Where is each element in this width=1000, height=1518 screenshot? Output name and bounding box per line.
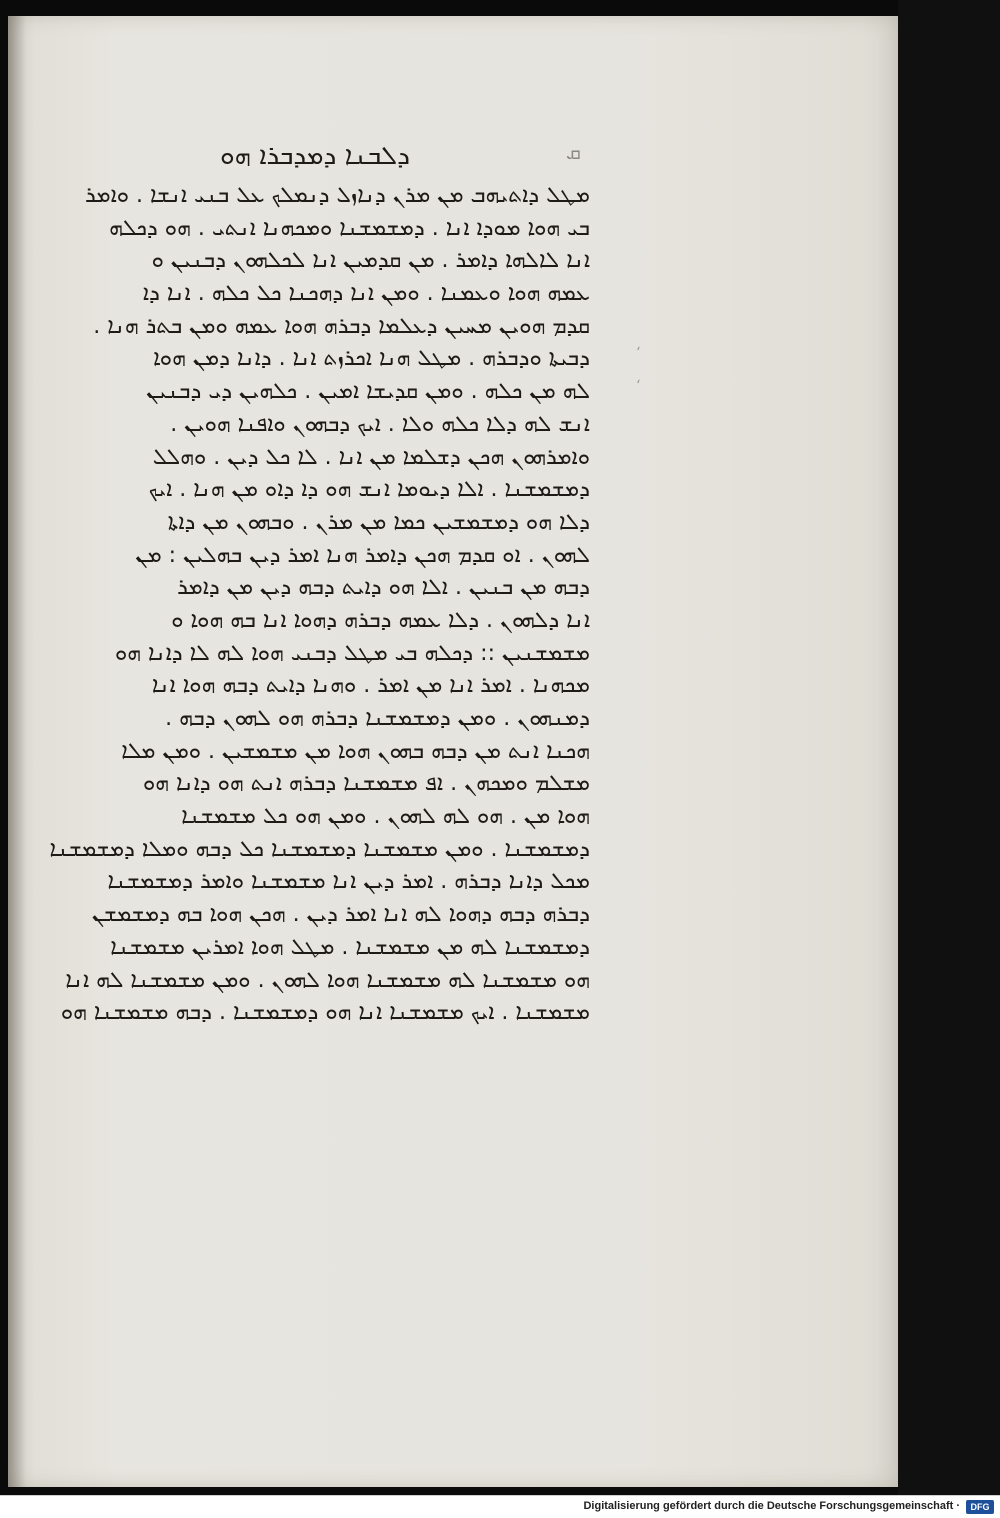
text-line: ܒܝ ܗܘܐ ܡܘܕܐ ܐܢܐ . ܕܡܫܡܫܢܐ ܘܡܟܗܢܐ ܐܢܬܝ . ܗܘ ܕܟܠܗ <box>109 215 590 241</box>
text-line: ܐܢܫ ܠܗ ܕܠܐ ܟܠܗ ܘܠܐ . ܐܝܟ ܕܒܗܘܢ ܘܐܦܢܐ ܗܘܝܢ . <box>170 411 590 437</box>
folio-mark: ܩ <box>566 140 581 164</box>
dark-margin <box>898 0 1000 1495</box>
text-line: ܕܒܗ ܡܢ ܒܢܝܢ . ܐܠܐ ܗܘ ܕܐܝܬ ܕܒܗ ܕܝܢ ܡܢ ܕܐܡܪ <box>177 575 590 601</box>
text-line: ܩܕܡ ܗܘܝܢ ܡܚܝܢ ܕܥܠܡܐ ܕܒܪܗ ܗܘܐ ܥܡܗ ܘܡܢ ܒܬܪ ܗܢܐ . <box>93 313 590 339</box>
text-line: ܕܡܫܡܫܢܐ . ܘܡܢ ܡܫܡܫܢܐ ܕܡܫܡܫܢܐ ܟܠ ܕܒܗ ܘܡܠܐ ܕܡܫܡܫܢܐ <box>49 836 590 862</box>
text-line: ܡܟܗܢܐ . ܐܡܪ ܐܢܐ ܡܢ ܐܡܪ . ܘܗܢܐ ܕܐܝܬ ܕܒܗ ܗܘܐ ܐܢܐ <box>151 673 590 699</box>
text-lines <box>22 180 590 1030</box>
text-line: ܘܐܡܪܗܘܢ ܗܟܢ ܕܫܠܡܐ ܡܢ ܐܢܐ . ܠܐ ܟܠ ܕܝܢ . ܘܗܠܠ <box>152 444 590 470</box>
text-line: ܠܗ ܡܢ ܟܠܗ . ܘܡܢ ܩܕܝܫܐ ܐܡܝܢ . ܟܠܗܝܢ ܕܝ ܕܒܢܝܢ <box>146 379 590 405</box>
text-line: ܕܡܫܡܫܢܐ ܠܗ ܡܢ ܡܫܡܫܢܐ . ܡܛܠ ܗܘܐ ܐܡܪܝܢ ܡܫܡܫܢܐ <box>110 934 590 960</box>
text-line: ܡܟܠ ܕܐܢܐ ܕܒܪܗ . ܐܡܪ ܕܝܢ ܐܢܐ ܡܫܡܫܢܐ ܘܐܡܪ ܕܡܫܡܫܢܐ <box>107 869 590 895</box>
funding-credit: Digitalisierung gefördert durch die Deutsche Forschungsgemeinschaft · <box>583 1500 960 1512</box>
text-line: ܡܛܠ ܕܐܬܝܗܒ ܡܢ ܡܪܢ ܕܢܐܙܠ ܕܢܡܠܟ ܥܠ ܒܢܝ ܐܢܫܐ . ܘܐܡܪ <box>85 183 590 208</box>
text-line: ܡܫܠܡ ܘܡܟܗܢ . ܐܦ ܡܫܡܫܢܐ ܕܒܪܗ ܐܢܬ ܗܘ ܕܐܢܐ ܗܘ <box>142 771 590 797</box>
text-line: ܐܢܐ ܕܠܗܘܢ . ܕܠܐ ܥܡܗ ܕܒܪܗ ܕܗܘܐ ܐܢܐ ܒܗ ܗܘܐ ܘ <box>171 607 590 633</box>
text-line: ܗܟܢܐ ܐܢܬ ܡܢ ܕܒܗ ܒܗܘܢ ܗܘܐ ܡܢ ܡܫܡܫܝܢ . ܘܡܢ ܡܠܐ <box>121 738 590 764</box>
margin-mark: ʻ <box>636 345 641 361</box>
footer-bar <box>0 1495 1000 1518</box>
text-line: ܕܡܢܗܘܢ . ܘܡܢ ܕܡܫܡܫܢܐ ܕܒܪܗ ܗܘ ܠܗܘܢ ܕܒܗ . <box>165 706 590 731</box>
text-line: ܥܡܗ ܗܘܐ ܘܥܡܢܐ . ܘܡܢ ܐܢܐ ܕܗܟܢܐ ܟܠ ܟܠܗ . ܐܢܐ ܕܐ <box>142 281 590 307</box>
margin-mark: ʻ <box>636 378 641 394</box>
text-line: ܠܗܘܢ . ܐܘ ܩܕܡ ܗܟܢ ܕܐܡܪ ܗܢܐ ܐܡܪ ܕܝܢ ܒܗܠܝܢ : ܡܢ <box>135 542 590 568</box>
text-line: ܕܒܪܗ ܕܒܗ ܕܗܘܐ ܠܗ ܐܢܐ ܐܡܪ ܕܝܢ . ܗܟܢ ܗܘܐ ܒܗ ܕܡܫܡܫܢ <box>91 902 590 928</box>
text-line: ܕܠܐ ܗܘ ܕܡܫܡܫܝܢ ܟܡܐ ܡܢ ܡܪܢ . ܘܒܗܘܢ ܡܢ ܕܐܬܐ <box>167 509 590 535</box>
dfg-logo-icon: DFG <box>966 1500 994 1514</box>
text-line: ܕܒܝܬܐ ܘܕܒܪܗ . ܡܛܠ ܗܢܐ ܐܟܪܙܬ ܐܢܐ . ܕܐܢܐ ܕܡܢ ܗܘܐ <box>153 346 590 372</box>
text-block <box>22 136 590 1030</box>
text-line: ܕܡܫܡܫܢܐ . ܐܠܐ ܕܝܘܡܐ ܐܢܫ ܗܘ ܕܐ ܕܐܘ ܡܢ ܗܢܐ . ܐܝܟ <box>148 477 590 503</box>
text-line: ܗܘܐ ܡܢ . ܗܘ ܠܗ ܠܗܘܢ . ܘܡܢ ܗܘ ܟܠ ܡܫܡܫܢܐ <box>181 804 590 830</box>
page-heading: ܕܠܒܢܐ ܕܡܕܒܪܐ ܗܘ <box>220 141 410 171</box>
text-line: ܐܢܐ ܠܐܠܗܐ ܕܐܡܪ . ܡܢ ܩܕܡܝܢ ܐܢܐ ܠܟܠܗܘܢ ܕܒܢܝܢ ܘ <box>151 248 590 274</box>
text-line: ܡܫܡܫܢܐ . ܐܝܟ ܡܫܡܫܢܐ ܐܢܐ ܗܘ ܕܡܫܡܫܢܐ . ܕܒܗ ܡܫܡܫܢܐ ܗܘ <box>60 1000 590 1026</box>
text-line: ܡܫܡܫܢܝܢ :: ܕܟܠܗ ܒܝ ܡܛܠ ܕܒܢܝ ܗܘܐ ܠܗ ܠܐ ܕܐܢܐ ܗܘ <box>114 640 590 666</box>
text-line: ܗܘ ܡܫܡܫܢܐ ܠܗ ܡܫܡܫܢܐ ܗܘܐ ܠܗܘܢ . ܘܡܢ ܡܫܡܫܢܐ ܠܗ ܐܢܐ <box>65 967 590 993</box>
